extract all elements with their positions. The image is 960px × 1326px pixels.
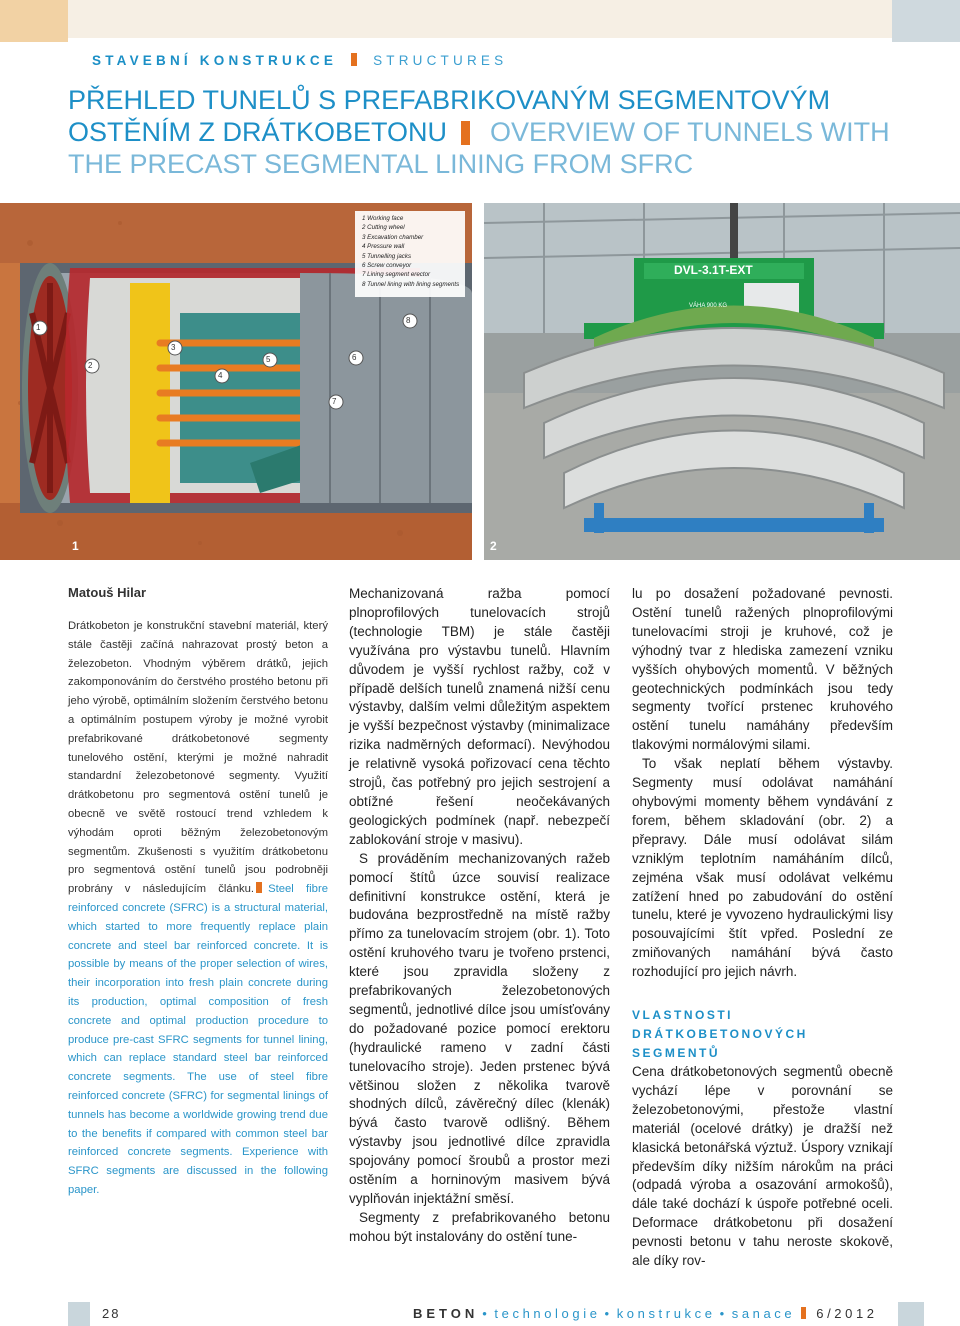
article-title — [68, 84, 898, 180]
fig1-marker-5: 5 — [266, 355, 271, 364]
fig1-legend-item: 8 Tunnel lining with lining segments — [362, 280, 460, 288]
body-paragraph-6: Cena drátkobetonových segmentů obecně vychází lépe v porovnání se železobetonovými, přestože vlastní materiál (ocelové drátky) je dražší než klasická betonářská výztuž. Úspory vznikají především díky nižším nárokům na práci (odpadá výroba a osazování armokošů), dále také dochází k úspoře potřebné oceli. Deformace drátkobetonu při dosažení pevnosti betonu v tahu neroste skokově, ale díky rov- — [632, 1064, 893, 1269]
footer-part: technologie — [494, 1306, 601, 1321]
body-paragraph-4: lu po dosažení požadované pevnosti. Ostění tunelů ražených plnoprofilovými tunelovacími stroji je kruhové, což je výhodný tvar z hlediska zamezení vzniku vyšších ohybových momentů. V běžných geotechnických podmínkách jsou tedy segmenty tvořící prstenec kruhového ostění tunelu namáhány především tlakovými normálovými silami. — [632, 586, 893, 753]
subheading: VLASTNOSTI DRÁTKOBETONOVÝCH SEGMENTŮ — [632, 1008, 808, 1061]
abstract — [68, 617, 328, 1200]
column-3 — [632, 585, 893, 1271]
fig1-legend-item: 6 Screw conveyor — [362, 262, 412, 270]
fig1-legend-item: 3 Excavation chamber — [362, 233, 424, 241]
figure-1-tbm-diagram — [0, 203, 472, 560]
footer-left-block — [68, 1302, 90, 1326]
column-1 — [68, 585, 328, 1200]
fig1-marker-1: 1 — [36, 323, 41, 332]
footer-right-block — [898, 1302, 924, 1326]
top-right-color-bar — [892, 0, 960, 42]
fig1-marker-3: 3 — [171, 343, 176, 352]
footer-dot: • — [604, 1306, 613, 1321]
top-color-strip — [0, 0, 960, 38]
fig1-marker-2: 2 — [88, 361, 93, 370]
section-separator — [351, 53, 357, 66]
body-paragraph-2: S prováděním mechanizovaných ražeb pomocí štítů úzce souvisí realizace definitivní konstrukce ostění, která je budována bezprostředně na místě ražby přímo za tunelovacím strojem (obr. 1). Toto ostění kruhového tvaru je tvořeno prstenci, které jsou zpravidla složeny z prefabrikovaných železobetonových segmentů, jednotlivé dílce jsou umísťovány do požadované pozice pomocí erektoru (hydraulické rameno v zadní části tunelovacího stroje). Jeden prstenec bývá většinou složen z několika tvarově shodných dílců, závěrečný dílec (klenák) bývá často tvarově odlišný. Během výstavby jsou jednotlivé dílce zpravidla spojovány pomocí šroubů a prostor mezi ostěním a horninovým masivem bývá vyplňován injektážní směsí. — [349, 850, 610, 1206]
issue-number: 6/2012 — [816, 1306, 878, 1321]
footer-dot: • — [482, 1306, 491, 1321]
abstract-en: Steel fibre reinforced concrete (SFRC) is a structural material, which started to more frequently replace plain concrete and steel bar reinforced concrete. It is possible by means of the proper selection of wires, their incorporation into fresh plain concrete during its production, optimal composition of fresh concrete and optimal production procedure to produce pre-cast SFRC segments for tunnel lining, which can replace standard steel bar reinforced concrete segments. The use of steel fibre reinforced concrete (SFRC) for segmental linings of tunnels has become a worldwide growing trend due to the benefits if compared with common steel bar reinforced concrete segments. Experience with SFRC segments are discussed in the following paper. — [68, 883, 328, 1196]
figure-1-number: 1 — [72, 539, 79, 553]
fig2-sign-sub: VÁHA 900 KG — [689, 303, 728, 309]
title-en: OVERVIEW OF TUNNELS WITH THE PRECAST SEGMENTAL LINING FROM SFRC — [68, 117, 890, 179]
abstract-separator — [256, 882, 262, 893]
fig1-legend-item: 5 Tunnelling jacks — [362, 252, 412, 260]
fig1-marker-6: 6 — [352, 353, 357, 362]
section-header — [92, 53, 507, 68]
fig2-sign-text: DVL-3.1T-EXT — [674, 263, 753, 277]
figure-2-segment-storage-photo — [484, 203, 960, 560]
page-number: 28 — [102, 1306, 121, 1321]
fig1-marker-8: 8 — [406, 316, 411, 325]
section-label-cz: STAVEBNÍ KONSTRUKCE — [92, 53, 338, 68]
footer-part: sanace — [731, 1306, 796, 1321]
publication-line — [413, 1306, 878, 1321]
column-2 — [349, 585, 610, 1247]
segments-photo — [484, 203, 960, 560]
body-paragraph-1: Mechanizovaná ražba pomocí plnoprofilových tunelovacích strojů (technologie TBM) je stále častěji využívána pro výstavbu tunelů. Hlavním důvodem je vyšší rychlost ražby, což v případě delších tunelů znamená nižší cenu výstavby, dalším velmi důležitým aspektem je vyšší bezpečnost výstavby (minimalizace rizika nadměrných deformací). Nevýhodou je relativně vysoká pořizovací cena těchto strojů, čas potřebný pro jejich sestrojení a obtížné řešení neočekávaných geologických podmínek (např. nebezpečí zablokování stroje v masivu). — [349, 586, 610, 847]
footer-dot: • — [719, 1306, 728, 1321]
fig1-legend-item: 2 Cutting wheel — [362, 224, 405, 232]
page-footer — [0, 1302, 960, 1326]
fig1-marker-4: 4 — [218, 371, 223, 380]
figure-2-number: 2 — [490, 539, 497, 553]
title-separator — [461, 121, 470, 145]
author-name: Matouš Hilar — [68, 585, 147, 600]
title-cz: PŘEHLED TUNELŮ S PREFABRIKOVANÝM SEGMENTOVÝM OSTĚNÍM Z DRÁTKOBETONU — [68, 85, 831, 147]
publication-brand: BETON — [413, 1306, 479, 1321]
fig1-legend-item: 1 Working face — [362, 215, 404, 222]
fig1-legend-item: 7 Lining segment erector — [362, 271, 431, 279]
fig1-legend-item: 4 Pressure wall — [362, 243, 405, 251]
section-label-en: STRUCTURES — [373, 53, 508, 68]
top-left-color-bar — [0, 0, 68, 42]
footer-separator — [801, 1307, 806, 1319]
body-paragraph-5: To však neplatí během výstavby. Segmenty musí odolávat namáhání ohybovými momenty během vyndávání z forem, během skladování (obr. 2) a přepravy. Dále musí odolávat silám vzniklým teplotním namáháním dílců, zejména však musí odolávat velkému zatížení hned po zabudování do ostění tunelu, které je vyvozeno hydraulickými lisy posouvajícími štít vpřed. Poslední ze zmiňovaných namáhání bývá často rozhodující pro jejich návrh. — [632, 756, 893, 980]
fig1-legend — [362, 214, 459, 289]
abstract-cz: Drátkobeton je konstrukční stavební materiál, který stále častěji začíná nahrazovat prostý beton a železobeton. Vhodným výběrem drátků, jejich zakomponováním do čerstvého prostého betonu při jeho výrobě, optimálním složením čerstvého betonu a optimálním postupem výroby je možné vyrobit prefabrikované drátkobetonové segmenty tunelového ostění, kterými je možné nahradit standardní železobetonové segmenty. Využití drátkobetonu pro segmentová ostění tunelů je obecně ve světě rostoucí trend vzhledem k výhodám oproti běžným železobetonovým segmentům. Zkušenosti s využitím drátkobetonu pro segmentová ostění tunelů jsou podrobněji probrány v následujícím článku. — [68, 620, 328, 896]
footer-part: konstrukce — [616, 1306, 716, 1321]
fig1-marker-7: 7 — [332, 397, 337, 406]
body-paragraph-3: Segmenty z prefabrikovaného betonu mohou být instalovány do ostění tune- — [349, 1209, 610, 1244]
